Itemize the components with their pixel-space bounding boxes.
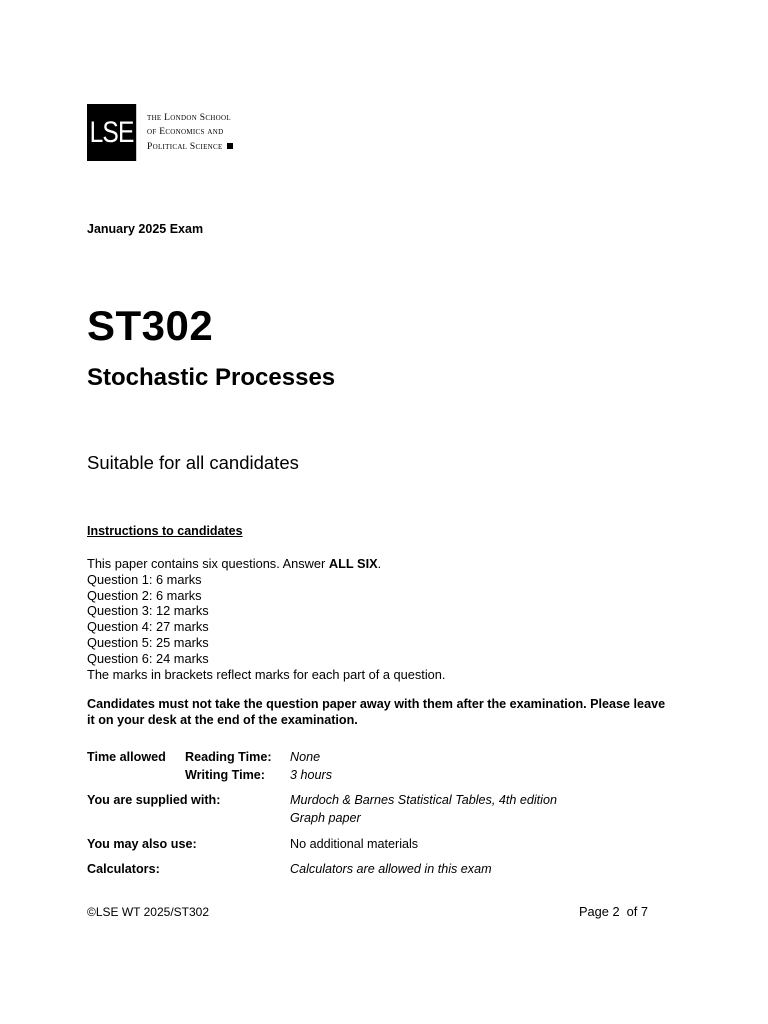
supplied-label: You are supplied with: xyxy=(87,793,221,807)
brackets-note: The marks in brackets reflect marks for each part of a question. xyxy=(87,666,446,682)
logo-wordmark xyxy=(147,111,233,155)
may-use-value: No additional materials xyxy=(290,837,419,851)
logo-square-icon xyxy=(227,143,233,149)
instructions-body xyxy=(87,556,445,682)
reading-time-value: None xyxy=(290,750,321,764)
instructions-heading: Instructions to candidates xyxy=(87,524,243,538)
reading-time-label: Reading Time: xyxy=(185,750,272,764)
logo-line-3: Political Science xyxy=(147,141,223,152)
instructions-intro xyxy=(87,556,445,572)
logo-line-1: the London School xyxy=(147,112,231,123)
question-marks-line: Question 3: 12 marks xyxy=(87,603,209,619)
logo-line-3-wrap xyxy=(147,140,233,155)
logo-line-2: of Economics and xyxy=(147,127,224,138)
writing-time-label: Writing Time: xyxy=(185,768,265,782)
page-number: Page 2 of 7 xyxy=(579,904,649,919)
copyright-footer: ©LSE WT 2025/ST302 xyxy=(87,905,210,919)
exam-session: January 2025 Exam xyxy=(87,222,204,236)
suitability-note: Suitable for all candidates xyxy=(87,452,299,473)
lse-logo xyxy=(87,104,233,161)
question-marks-line: Question 5: 25 marks xyxy=(87,634,209,650)
intro-text: This paper contains six questions. Answer xyxy=(87,556,329,571)
supplied-value-graph-paper: Graph paper xyxy=(290,811,361,825)
course-code: ST302 xyxy=(87,302,214,349)
question-marks-line: Question 2: 6 marks xyxy=(87,587,202,603)
calculators-label: Calculators: xyxy=(87,862,160,876)
question-marks-line: Question 4: 27 marks xyxy=(87,619,209,635)
may-use-label: You may also use: xyxy=(87,837,197,851)
writing-time-value: 3 hours xyxy=(290,768,333,782)
question-marks-line: Question 1: 6 marks xyxy=(87,571,202,587)
course-title: Stochastic Processes xyxy=(87,364,336,391)
logo-mark: LSE xyxy=(87,104,136,161)
question-marks-line: Question 6: 24 marks xyxy=(87,650,209,666)
time-allowed-label: Time allowed xyxy=(87,750,166,764)
intro-suffix: . xyxy=(377,556,382,571)
take-away-warning: Candidates must not take the question paper away with them after the examination. Please leave it on your desk at the end of the examination. xyxy=(87,697,666,727)
supplied-value-tables: Murdoch & Barnes Statistical Tables, 4th edition xyxy=(290,793,557,807)
calculators-value: Calculators are allowed in this exam xyxy=(290,862,492,876)
intro-emphasis: ALL SIX xyxy=(328,556,378,571)
